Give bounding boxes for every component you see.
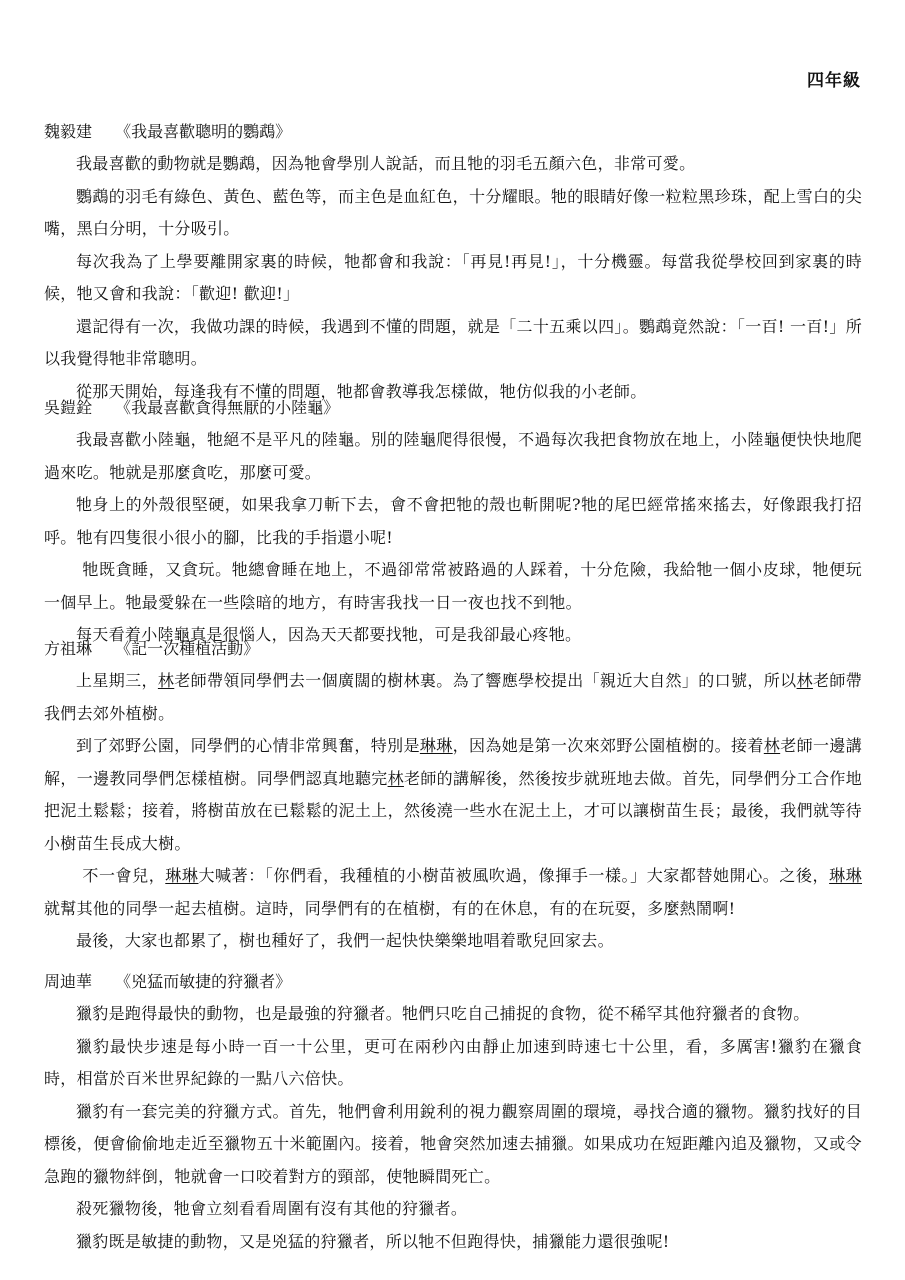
paragraph: 上星期三，林老師帶領同學們去一個廣闊的樹林裏。為了響應學校提出「親近大自然」的口號，所以林老師帶我們去郊外植樹。 [44,671,863,723]
paragraph: 獵豹最快步速是每小時一百一十公里，更可在兩秒內由靜止加速到時速七十公里，看，多厲害!獵豹在獵食時，相當於百米世界紀錄的一點八六倍快。 [44,1036,862,1088]
paragraph: 到了郊野公園，同學們的心情非常興奮，特別是琳琳，因為她是第一次來郊野公園植樹的。接着林老師一邊講解，一邊教同學們怎樣植樹。同學們認真地聽完林老師的講解後，然後按步就班地去做。首先，同學們分工合作地把泥土鬆鬆；接着，將樹苗放在已鬆鬆的泥土上，然後澆一些水在泥土上，才可以讓樹苗生長；最後，我們就等待小樹苗生長成大樹。 [44,736,862,853]
paragraph: 我最喜歡的動物就是鸚鵡，因為牠會學別人說話，而且牠的羽毛五顏六色，非常可愛。 [76,154,696,173]
article-4 [44,966,862,1258]
article-3 [44,633,862,958]
underlined-name: 琳琳 [419,736,453,755]
paragraph: 獵豹既是敏捷的動物，又是兇猛的狩獵者，所以牠不但跑得快，捕獵能力還很強呢! [76,1231,670,1251]
grade-label: 四年級 [807,71,861,91]
underlined-name: 琳琳 [829,866,862,885]
underlined-name: 林 [796,671,813,690]
paragraph: 牠既貪睡，又貪玩。牠總會睡在地上，不過卻常常被路過的人踩着，十分危險，我給牠一個小皮球，牠便玩一個早上。牠最愛躲在一些陰暗的地方，有時害我找一日一夜也找不到牠。 [44,560,862,612]
article-2 [44,392,862,652]
paragraph: 獵豹有一套完美的狩獵方式。首先，牠們會利用銳利的視力觀察周圍的環境，尋找合適的獵物。獵豹找好的目標後，便會偷偷地走近至獵物五十米範圍內。接着，牠會突然加速去捕獵。如果成功在短距離內追及獵物，又或令急跑的獵物絆倒，牠就會一口咬着對方的頸部，使牠瞬間死亡。 [44,1101,862,1186]
underlined-name: 林 [157,671,175,690]
paragraph: 每次我為了上學要離開家裏的時候，牠都會和我說：「再見!再見!」，十分機靈。每當我從學校回到家裏的時候，牠又會和我說：「歡迎! 歡迎!」 [44,251,862,303]
article-title: 《我最喜歡聰明的鸚鵡》 [115,122,292,141]
article-title: 《兇猛而敏捷的狩獵者》 [115,972,292,991]
article-author: 方祖琳 [44,639,93,658]
article-heading [44,116,862,148]
article-heading [44,966,862,998]
article-heading [44,392,862,424]
underlined-name: 琳琳 [165,866,199,885]
article-author: 吳鎧銓 [44,398,93,417]
paragraph: 鸚鵡的羽毛有綠色、黃色、藍色等，而主色是血紅色，十分耀眼。牠的眼睛好像一粒粒黑珍珠，配上雪白的尖嘴，黑白分明，十分吸引。 [44,186,862,238]
paragraph: 不一會兒，琳琳大喊著：「你們看，我種植的小樹苗被風吹過，像揮手一樣。」大家都替她開心。之後，琳琳就幫其他的同學一起去植樹。這時，同學們有的在植樹，有的在休息，有的在玩耍，多麼熱鬧啊! [44,866,862,918]
underlined-name: 林 [763,736,781,755]
article-author: 魏毅建 [44,122,93,141]
paragraph: 從那天開始，每逢我有不懂的問題，牠都會教導我怎樣做，牠仿似我的小老師。 [76,381,647,401]
paragraph: 牠身上的外殼很堅硬，如果我拿刀斬下去，會不會把牠的殼也斬開呢?牠的尾巴經常搖來搖去，好像跟我打招呼。牠有四隻很小很小的腳，比我的手指還小呢! [44,495,862,547]
paragraph: 還記得有一次，我做功課的時候，我遇到不懂的問題，就是「二十五乘以四」。鸚鵡竟然說：「一百! 一百!」所以我覺得牠非常聰明。 [44,316,862,368]
underlined-name: 林 [387,768,404,788]
paragraph: 每天看着小陸龜真是很惱人，因為天天都要找牠，可是我卻最心疼牠。 [76,625,582,644]
paragraph: 最後，大家也都累了，樹也種好了，我們一起快快樂樂地唱着歌兒回家去。 [76,931,614,950]
paragraph: 殺死獵物後，牠會立刻看看周圍有沒有其他的狩獵者。 [76,1199,468,1218]
article-title: 《記一次種植活動》 [115,639,260,658]
article-author: 周迪華 [44,972,93,991]
article-1 [44,116,862,408]
paragraph: 獵豹是跑得最快的動物，也是最強的狩獵者。牠們只吃自己捕捉的食物，從不稀罕其他狩獵者的食物。 [76,1004,810,1023]
article-title: 《我最喜歡貪得無厭的小陸龜》 [115,398,340,417]
paragraph: 我最喜歡小陸龜，牠絕不是平凡的陸龜。別的陸龜爬得很慢，不過每次我把食物放在地上，小陸龜便快快地爬過來吃。牠就是那麼貪吃，那麼可愛。 [44,430,862,482]
article-heading [44,633,862,665]
